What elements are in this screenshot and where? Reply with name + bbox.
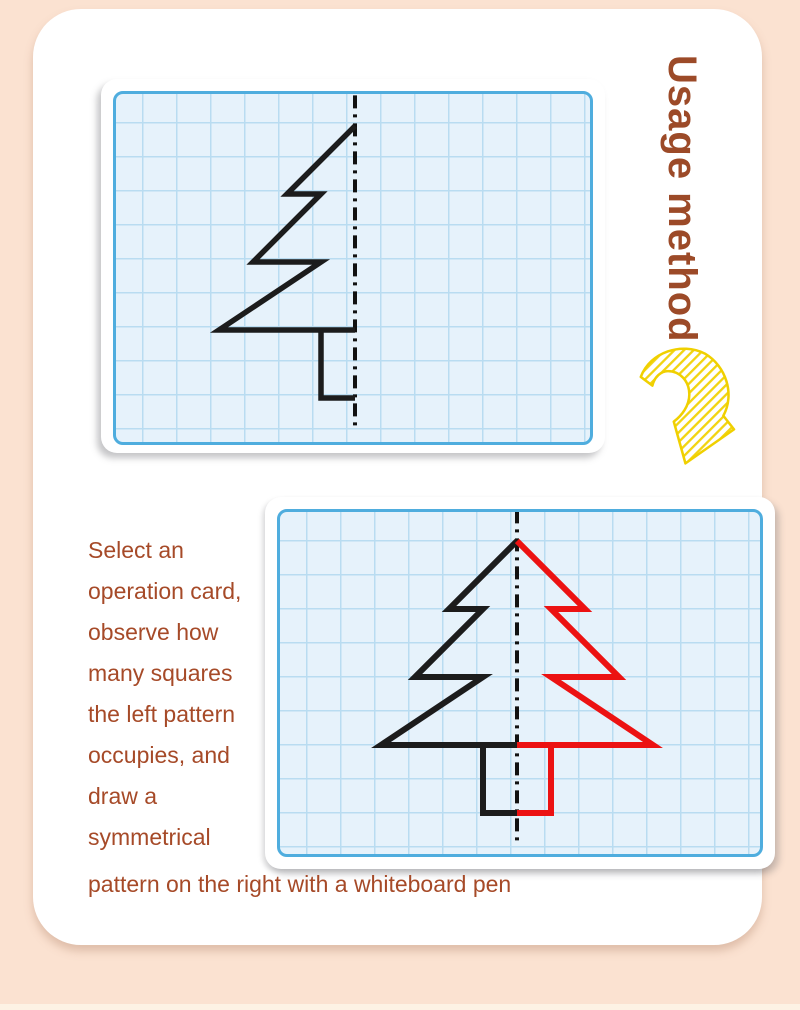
tree-left-half — [219, 126, 355, 330]
white-panel — [33, 9, 762, 945]
instruction-line: the left pattern — [88, 701, 236, 727]
instruction-line: occupies, and — [88, 742, 230, 768]
instruction-line: operation card, — [88, 578, 242, 604]
instruction-text — [88, 530, 788, 905]
example-operation-card — [101, 79, 605, 453]
instruction-line: observe how — [88, 619, 219, 645]
grid-board-example — [113, 91, 593, 445]
tree-left-half — [321, 330, 355, 398]
half-tree-pattern — [116, 94, 590, 442]
instruction-line: Select an — [88, 537, 184, 563]
bottom-strip — [0, 1004, 800, 1010]
instruction-line: many squares — [88, 660, 233, 686]
instruction-line: pattern on the right with a whiteboard pen — [88, 871, 512, 897]
section-title: Usage method — [660, 55, 704, 343]
instruction-line: symmetrical — [88, 824, 211, 850]
instruction-line: draw a — [88, 783, 158, 809]
curved-arrow-icon — [625, 340, 742, 476]
